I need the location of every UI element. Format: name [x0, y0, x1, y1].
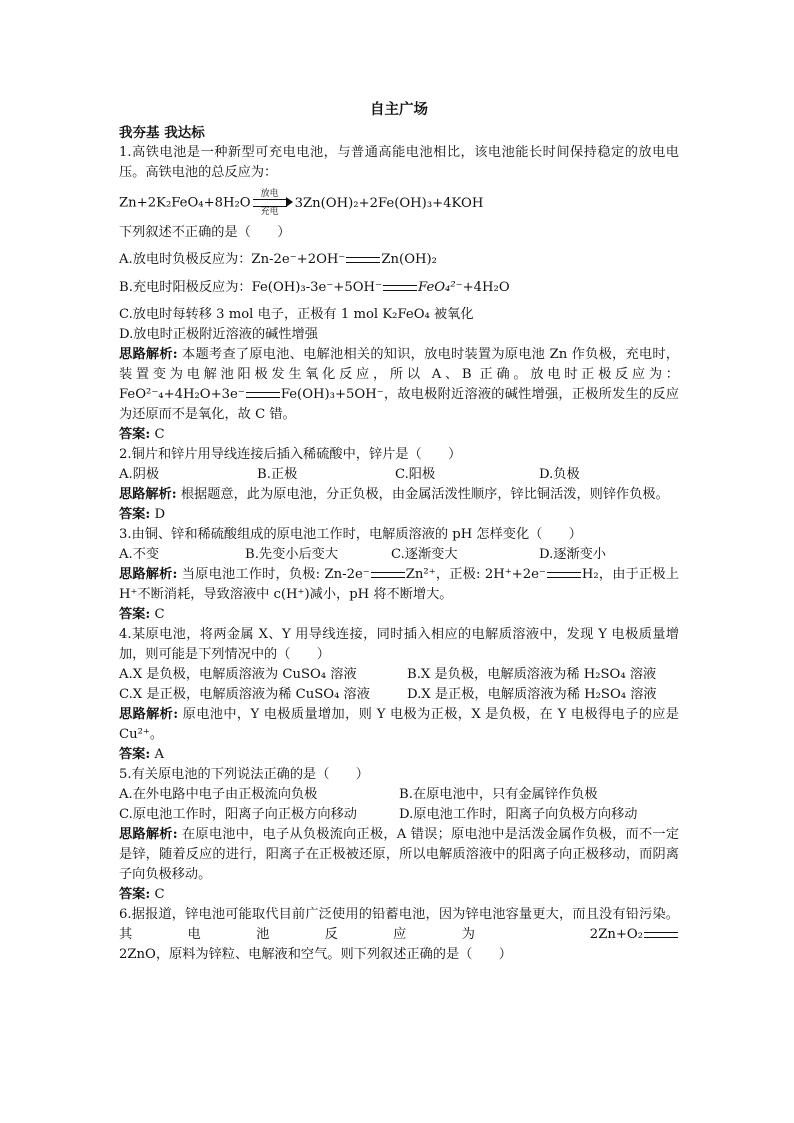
- q3-answer: [119, 605, 679, 625]
- q4-answer: [119, 745, 679, 765]
- analysis-label: 思路解析:: [119, 487, 177, 502]
- q1-option-a-left: A.放电时负极反应为：Zn-2e⁻+2OH⁻: [119, 252, 346, 267]
- q6-stem-part2: 2ZnO，原料为锌粒、电解液和空气。则下列叙述正确的是（ ）: [119, 947, 512, 962]
- q1-eq-bottom-label: 充电: [260, 207, 279, 217]
- q4-option-a: A.X 是负极，电解质溶液为 CuSO₄ 溶液: [119, 667, 357, 682]
- q3-options: [119, 545, 679, 565]
- answer-label: 答案:: [119, 887, 151, 902]
- q2-answer-value: D: [150, 507, 166, 522]
- q1-equation: [119, 189, 679, 217]
- answer-label: 答案:: [119, 427, 151, 442]
- q5-option-a: A.在外电路中电子由正极流向负极: [119, 787, 318, 802]
- q4-answer-value: A: [150, 747, 164, 762]
- q1-option-d: D.放电时正极附近溶液的碱性增强: [119, 327, 318, 342]
- q1-analysis-part2: Fe(OH)₃+5OH⁻，故电极附近溶液的碱性增强，正极所发生的反应为还原而不是氧化，故 C 错。: [119, 387, 679, 422]
- q5-options-row2: [119, 805, 679, 825]
- q6-stem: [119, 905, 679, 965]
- document-content: [119, 98, 679, 965]
- q4-option-b: B.X 是负极，电解质溶液为稀 H₂SO₄ 溶液: [407, 667, 657, 682]
- q5-stem: 5.有关原电池的下列说法正确的是（ ）: [119, 767, 369, 782]
- q1-eq-top-label: 放电: [260, 189, 279, 199]
- q3-option-c: C.逐渐变大: [391, 547, 458, 562]
- q5-option-d: D.原电池工作时，阳离子向负极方向移动: [399, 807, 638, 822]
- q1-option-b: [119, 277, 679, 299]
- answer-label: 答案:: [119, 607, 151, 622]
- analysis-label: 思路解析:: [119, 567, 178, 582]
- q5-answer: [119, 885, 679, 905]
- q3-option-b: B.先变小后变大: [245, 547, 339, 562]
- q3-analysis-part2: Zn²⁺，正极: 2H⁺+2e⁻: [405, 567, 546, 582]
- equals-sign-icon: [547, 572, 581, 578]
- equals-sign-icon: [371, 572, 405, 578]
- q1-option-c: C.放电时每转移 3 mol 电子，正极有 1 mol K₂FeO₄ 被氧化: [119, 307, 474, 322]
- q1-option-b-ion: FeO₄²⁻: [418, 280, 463, 295]
- answer-label: 答案:: [119, 507, 151, 522]
- q2-option-c: C.阳极: [395, 467, 436, 482]
- analysis-label: 思路解析:: [119, 707, 179, 722]
- q6-stem-part1: 6.据报道，锌电池可能取代目前广泛使用的铅蓄电池，因为锌电池容量更大，而且没有铅污染。其电池反应为 2Zn+O₂: [119, 907, 679, 942]
- q2-option-d: D.负极: [539, 467, 580, 482]
- q1-analysis-part1: 本题考查了原电池、电解池相关的知识，放电时装置为原电池 Zn 作负极，充电时，装置变为电解池阳极发生氧化反应，所以 A、B 正确。放电时正极反应为：FeO²⁻₄+4H₂O+3e⁻: [119, 347, 679, 402]
- q1-answer: [119, 425, 679, 445]
- equals-sign-icon: [383, 285, 417, 291]
- equals-sign-icon: [644, 932, 678, 938]
- analysis-label: 思路解析:: [119, 347, 178, 362]
- q5-option-c: C.原电池工作时，阳离子向正极方向移动: [119, 807, 357, 822]
- q1-answer-value: C: [150, 427, 165, 442]
- q4-options-row2: [119, 685, 679, 705]
- q5-options-row1: [119, 785, 679, 805]
- q1-option-b-right: +4H₂O: [462, 280, 510, 295]
- q1-option-b-left: B.充电时阳极反应为：Fe(OH)₃-3e⁻+5OH⁻: [119, 280, 383, 295]
- q1-option-a: [119, 249, 679, 271]
- q2-option-a: A.阴极: [119, 467, 160, 482]
- q3-option-a: A.不变: [119, 547, 160, 562]
- q5-option-b: B.在原电池中，只有金属锌作负极: [399, 787, 598, 802]
- q3-answer-value: C: [150, 607, 165, 622]
- section-heading: 我夯基 我达标: [119, 125, 205, 141]
- q3-stem: 3.由铜、锌和稀硫酸组成的原电池工作时，电解质溶液的 pH 怎样变化（ ）: [119, 527, 582, 542]
- q3-analysis-part1: 当原电池工作时，负极: Zn-2e⁻: [177, 567, 370, 582]
- q4-analysis: [119, 705, 679, 745]
- q5-answer-value: C: [150, 887, 165, 902]
- q5-analysis-text: 在原电池中，电子从负极流向正极，A 错误；原电池中是活泼金属作负极，而不一定是锌，随着反应的进行，阳离子在正极被还原，所以电解质溶液中的阳离子向正极移动，而阴离子向负极移动。: [119, 827, 680, 882]
- q2-option-b: B.正极: [257, 467, 298, 482]
- page-title: 自主广场: [370, 101, 428, 118]
- q2-stem: 2.铜片和锌片用导线连接后插入稀硫酸中，锌片是（ ）: [119, 447, 462, 462]
- q1-stem: 1.高铁电池是一种新型可充电电池，与普通高能电池相比，该电池能长时间保持稳定的放电电压。高铁电池的总反应为：: [119, 145, 679, 180]
- q2-options: [119, 465, 679, 485]
- equals-sign-icon: [246, 392, 280, 398]
- q4-stem: 4.某原电池，将两金属 X、Y 用导线连接，同时插入相应的电解质溶液中，发现 Y 电极质量增加，则可能是下列情况中的（ ）: [119, 627, 679, 662]
- q4-option-c: C.X 是正极，电解质溶液为稀 CuSO₄ 溶液: [119, 687, 370, 702]
- q4-options-row1: [119, 665, 679, 685]
- equals-sign-icon: [346, 257, 380, 263]
- q1-option-a-right: Zn(OH)₂: [381, 252, 437, 267]
- analysis-label: 思路解析:: [119, 827, 178, 842]
- q1-ask: 下列叙述不正确的是（ ）: [119, 225, 291, 240]
- q4-option-d: D.X 是正极，电解质溶液为稀 H₂SO₄ 溶液: [407, 687, 657, 702]
- answer-label: 答案:: [119, 747, 151, 762]
- q4-analysis-text: 原电池中，Y 电极质量增加，则 Y 电极为正极，X 是负极，在 Y 电极得电子的应是 Cu²⁺。: [119, 707, 679, 742]
- q1-eq-right: 3Zn(OH)₂+2Fe(OH)₃+4KOH: [294, 195, 484, 211]
- q2-analysis: [119, 485, 679, 505]
- q3-analysis: [119, 565, 679, 605]
- q1-analysis: [119, 345, 679, 425]
- reversible-arrow-icon: [253, 189, 287, 217]
- q3-analysis-part3: H₂，由于正极上 H⁺不断消耗，导致溶液中 c(H⁺)减小，pH 将不断增大。: [119, 567, 679, 602]
- q3-option-d: D.逐渐变小: [539, 547, 607, 562]
- q2-answer: [119, 505, 679, 525]
- q2-analysis-text: 根据题意，此为原电池，分正负极，由金属活泼性顺序，锌比铜活泼，则锌作负极。: [176, 487, 669, 502]
- q1-eq-left: Zn+2K₂FeO₄+8H₂O: [119, 195, 251, 211]
- q5-analysis: [119, 825, 679, 885]
